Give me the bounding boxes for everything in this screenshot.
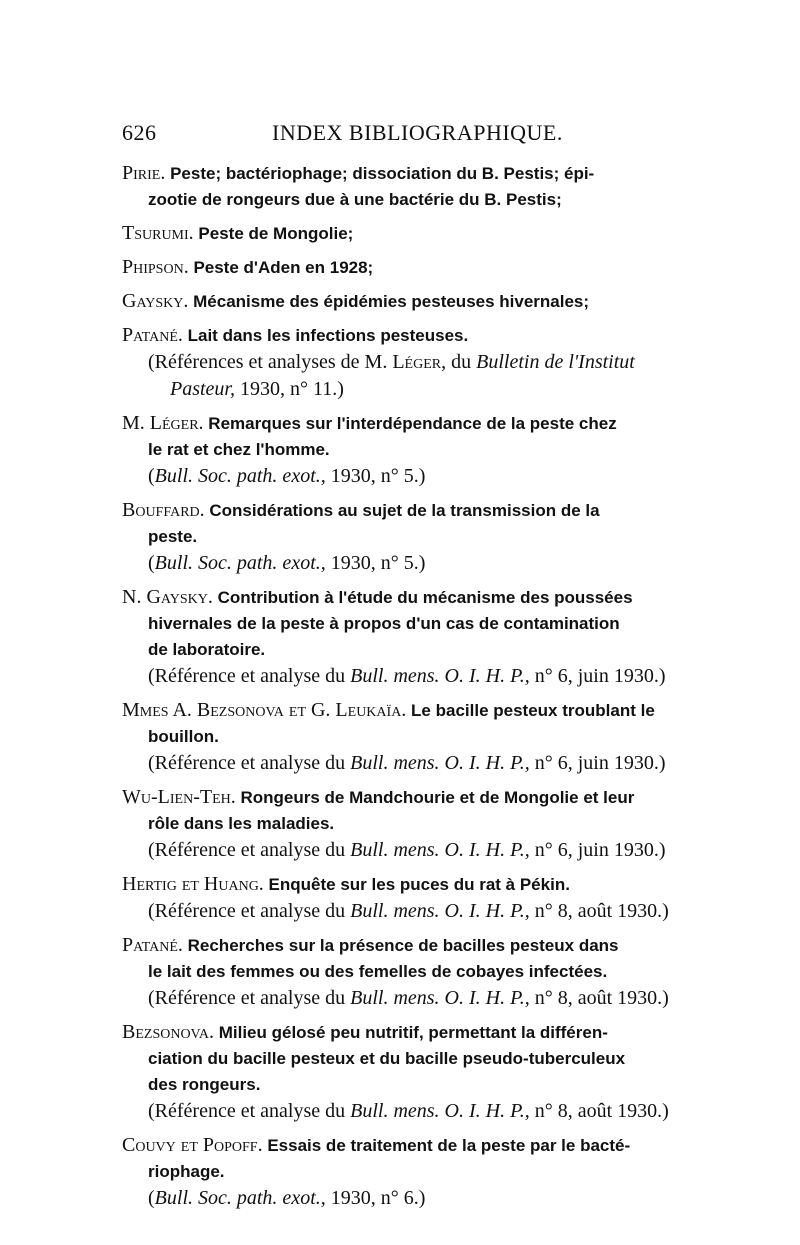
bibliography-entry xyxy=(122,322,682,403)
journal-name: Pasteur, xyxy=(170,378,235,400)
entry-title-line: Peste de Mongolie; xyxy=(198,224,354,243)
entry-author: M. Léger. xyxy=(122,412,204,434)
entry-title-line: Remarques sur l'interdépendance de la peste chez xyxy=(208,414,617,433)
entry-author: Wu-Lien-Teh. xyxy=(122,786,236,808)
entry-title-line: bouillon. xyxy=(148,727,219,746)
entry-title-line: Enquête sur les puces du rat à Pékin. xyxy=(268,875,570,894)
journal-name: Bull. Soc. path. exot., xyxy=(154,465,326,487)
bibliography-entry xyxy=(122,784,682,864)
journal-name: Bull. mens. O. I. H. P., xyxy=(350,752,530,774)
entry-title-line: Rongeurs de Mandchourie et de Mongolie et leur xyxy=(240,788,635,807)
bibliography-entry xyxy=(122,697,682,777)
entry-title-line: Lait dans les infections pesteuses. xyxy=(187,326,469,345)
running-title: INDEX BIBLIOGRAPHIQUE. xyxy=(272,120,563,145)
journal-name: Bulletin de l'Institut xyxy=(476,351,635,373)
bibliography-entry xyxy=(122,220,682,247)
entry-reference-continued: Pasteur, 1930, n° 11.) xyxy=(170,378,344,400)
entry-title-line: des rongeurs. xyxy=(148,1075,261,1094)
entry-author: Tsurumi. xyxy=(122,222,194,244)
reference-author: Léger xyxy=(392,351,442,373)
entry-title-line: Essais de traitement de la peste par le bacté- xyxy=(267,1136,631,1155)
entry-title-line: riophage. xyxy=(148,1162,225,1181)
entry-title-line: de laboratoire. xyxy=(148,640,266,659)
page-header xyxy=(0,120,800,150)
bibliography-entry xyxy=(122,288,682,315)
entry-reference: (Référence et analyse du Bull. mens. O. I. H. P., n° 8, août 1930.) xyxy=(148,987,669,1009)
entry-author: N. Gaysky. xyxy=(122,586,213,608)
bibliography-entry xyxy=(122,497,682,577)
bibliography-entry xyxy=(122,160,682,213)
entry-title-line: zootie de rongeurs due à une bactérie du B. Pestis; xyxy=(148,190,562,209)
entry-author: Couvy et Popoff. xyxy=(122,1134,263,1156)
journal-name: Bull. mens. O. I. H. P., xyxy=(350,665,530,687)
entry-title-line: Considérations au sujet de la transmission de la xyxy=(209,501,600,520)
entry-title-line: Contribution à l'étude du mécanisme des poussées xyxy=(217,588,633,607)
journal-name: Bull. mens. O. I. H. P., xyxy=(350,839,530,861)
bibliography-entry xyxy=(122,1019,682,1125)
entry-author: Mmes A. Bezsonova et G. Leukaïa. xyxy=(122,699,407,721)
entry-title-line: Recherches sur la présence de bacilles pesteux dans xyxy=(187,936,619,955)
entry-title-line: ciation du bacille pesteux et du bacille pseudo-tuberculeux xyxy=(148,1049,626,1068)
journal-name: Bull. Soc. path. exot., xyxy=(154,1187,326,1209)
entry-author: Patané. xyxy=(122,324,183,346)
entry-author: Patané. xyxy=(122,934,183,956)
journal-name: Bull. mens. O. I. H. P., xyxy=(350,900,530,922)
entry-author: Gaysky. xyxy=(122,290,189,312)
bibliography-entry xyxy=(122,932,682,1012)
entry-reference: (Référence et analyse du Bull. mens. O. I. H. P., n° 8, août 1930.) xyxy=(148,1100,669,1122)
entry-reference: (Références et analyses de M. Léger, du Bulletin de l'Institut xyxy=(148,351,635,373)
entry-author: Bouffard. xyxy=(122,499,205,521)
journal-name: Bull. Soc. path. exot., xyxy=(154,552,326,574)
entry-title-line: Peste; bactériophage; dissociation du B. Pestis; épi- xyxy=(170,164,595,183)
entry-title-line: le lait des femmes ou des femelles de cobayes infectées. xyxy=(148,962,608,981)
bibliography-entry xyxy=(122,871,682,925)
page-number: 626 xyxy=(122,120,157,145)
journal-name: Bull. mens. O. I. H. P., xyxy=(350,1100,530,1122)
journal-name: Bull. mens. O. I. H. P., xyxy=(350,987,530,1009)
bibliography-entry xyxy=(122,1132,682,1212)
entry-reference: (Bull. Soc. path. exot., 1930, n° 5.) xyxy=(148,465,426,487)
bibliography-entry xyxy=(122,584,682,690)
bibliography-entry xyxy=(122,410,682,490)
entry-title-line: le rat et chez l'homme. xyxy=(148,440,330,459)
entry-title-line: rôle dans les maladies. xyxy=(148,814,335,833)
bibliography-list xyxy=(122,160,682,1219)
entry-reference: (Bull. Soc. path. exot., 1930, n° 6.) xyxy=(148,1187,426,1209)
entry-reference: (Bull. Soc. path. exot., 1930, n° 5.) xyxy=(148,552,426,574)
entry-title-line: Le bacille pesteux troublant le xyxy=(411,701,655,720)
entry-reference: (Référence et analyse du Bull. mens. O. I. H. P., n° 6, juin 1930.) xyxy=(148,839,666,861)
entry-author: Hertig et Huang. xyxy=(122,873,264,895)
entry-reference: (Référence et analyse du Bull. mens. O. I. H. P., n° 6, juin 1930.) xyxy=(148,665,666,687)
entry-title-line: Mécanisme des épidémies pesteuses hivernales; xyxy=(193,292,590,311)
entry-author: Phipson. xyxy=(122,256,189,278)
entry-title-line: hivernales de la peste à propos d'un cas de contamination xyxy=(148,614,620,633)
entry-author: Pirie. xyxy=(122,162,166,184)
entry-reference: (Référence et analyse du Bull. mens. O. I. H. P., n° 6, juin 1930.) xyxy=(148,752,666,774)
bibliography-entry xyxy=(122,254,682,281)
entry-title-line: peste. xyxy=(148,527,198,546)
entry-title-line: Milieu gélosé peu nutritif, permettant la différen- xyxy=(218,1023,608,1042)
entry-reference: (Référence et analyse du Bull. mens. O. I. H. P., n° 8, août 1930.) xyxy=(148,900,669,922)
entry-title-line: Peste d'Aden en 1928; xyxy=(193,258,374,277)
entry-author: Bezsonova. xyxy=(122,1021,214,1043)
